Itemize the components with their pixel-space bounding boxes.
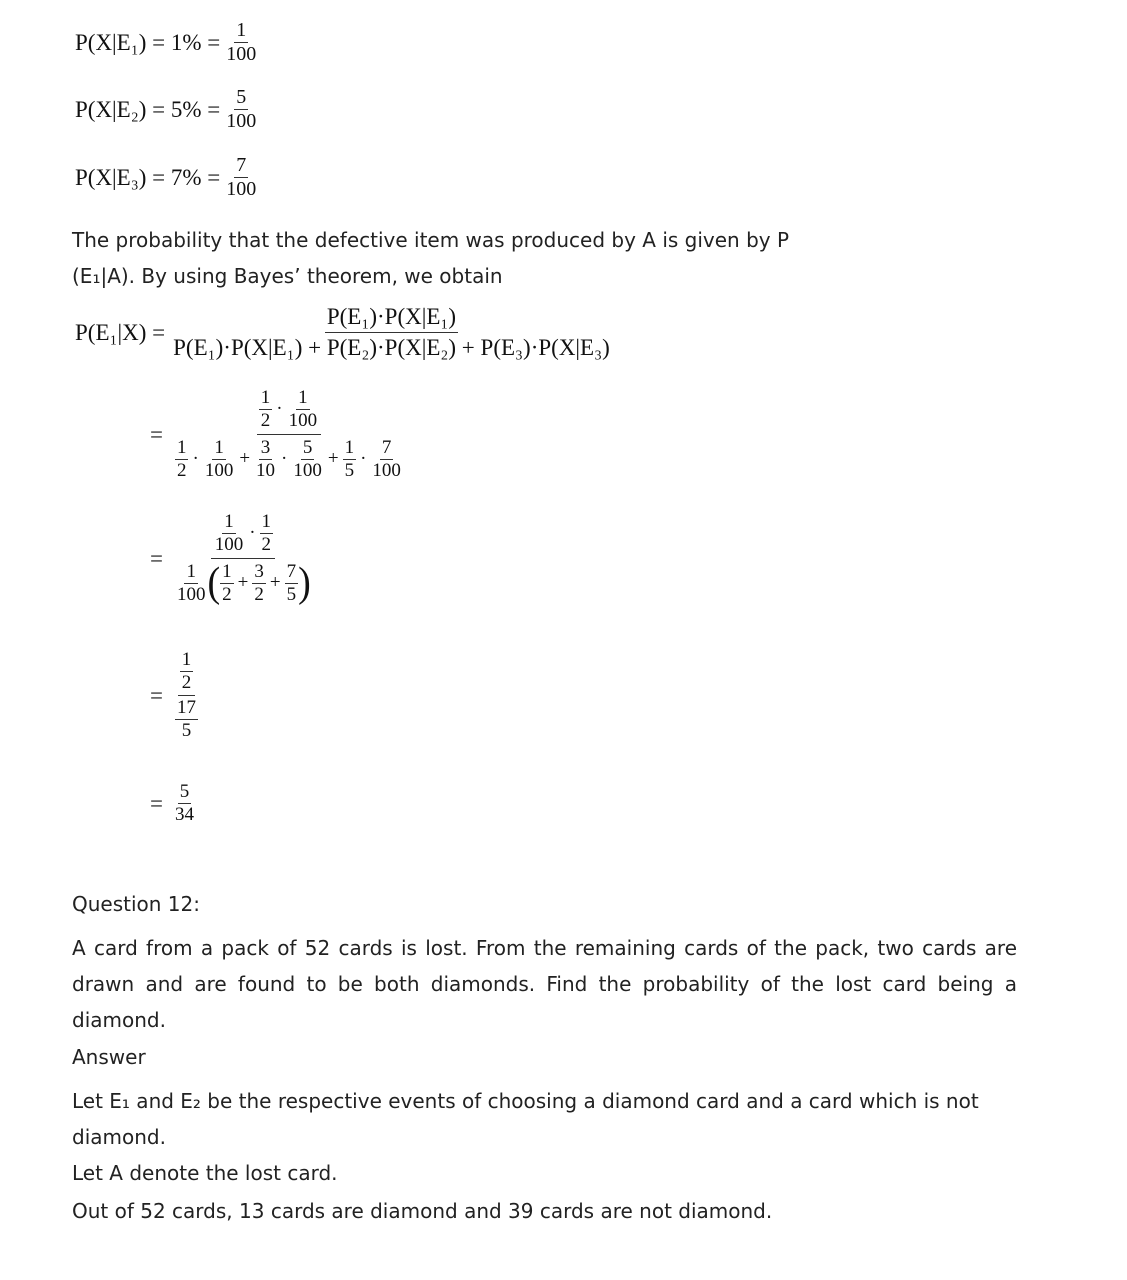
step-4	[150, 782, 196, 825]
step-3-fraction: $\frac{\frac{1}{2}}{\frac{17}{5}}$	[176, 649, 196, 741]
right-paren: )	[298, 560, 311, 607]
step-1-equals: =	[150, 421, 163, 447]
bayes-numerator: P(E₁)·P(X|E₁)	[325, 305, 458, 333]
answer-label: Answer	[72, 1045, 146, 1069]
question-label: Question 12:	[72, 892, 200, 916]
likelihood-2-label: P(X|E₂) = 5% =	[75, 97, 221, 122]
step-4-fraction: $\frac{5}{34}$	[174, 781, 194, 825]
step-3-equals: =	[150, 682, 163, 708]
answer-line-1: Let E₁ and E₂ be the respective events of choosing a diamond card and a card which is not diamond.	[72, 1089, 979, 1149]
question-text: A card from a pack of 52 cards is lost. From the remaining cards of the pack, two cards are drawn and are found to be both diamonds. Find the probability of the lost card being a diamond.	[72, 936, 1017, 1032]
step-2-fraction: $\frac{1}{100}$ · $\frac{1}{2}$ $\frac{1}{100}$ ( $\frac{1}{2}$ + $\frac{3}{2}$ + $\frac{7}{5}$ )	[176, 511, 311, 607]
bayes-formula	[75, 305, 612, 360]
step-2-equals: =	[150, 545, 163, 571]
likelihood-2	[75, 87, 258, 132]
likelihood-3	[75, 155, 258, 200]
step-1	[150, 388, 405, 481]
likelihood-1-label: P(X|E₁) = 1% =	[75, 30, 221, 55]
likelihood-3-label: P(X|E₃) = 7% =	[75, 165, 221, 190]
intro-line-2: (E₁|A). By using Bayes’ theorem, we obtain	[72, 264, 503, 288]
bayes-lhs: P(E₁|X) =	[75, 320, 166, 346]
intro-text	[72, 222, 1032, 294]
answer-line-3: Out of 52 cards, 13 cards are diamond and 39 cards are not diamond.	[72, 1199, 773, 1223]
step-3	[150, 650, 200, 741]
likelihood-1-fraction: $\frac{1}{100}$	[226, 19, 257, 65]
left-paren: (	[207, 560, 221, 607]
likelihood-2-fraction: $\frac{5}{100}$	[226, 86, 257, 132]
bayes-fraction	[171, 305, 612, 360]
step-4-equals: =	[150, 790, 163, 816]
answer-line-2: Let A denote the lost card.	[72, 1161, 338, 1185]
intro-line-1: The probability that the defective item was produced by A is given by P	[72, 228, 790, 252]
step-1-fraction: $\frac{1}{2}$ · $\frac{1}{100}$ $\frac{1}{2}$ · $\frac{1}{100}$ + $\frac{3}{10}$ · $\frac{5}{100}$ + $\frac{1}{5}$ · $\frac{7}{100}$	[176, 387, 401, 481]
likelihood-3-fraction: $\frac{7}{100}$	[226, 154, 257, 200]
step-2	[150, 512, 313, 605]
likelihood-1	[75, 20, 258, 65]
bayes-denominator: P(E₁)·P(X|E₁) + P(E₂)·P(X|E₂) + P(E₃)·P(X|E₃)	[173, 335, 610, 361]
